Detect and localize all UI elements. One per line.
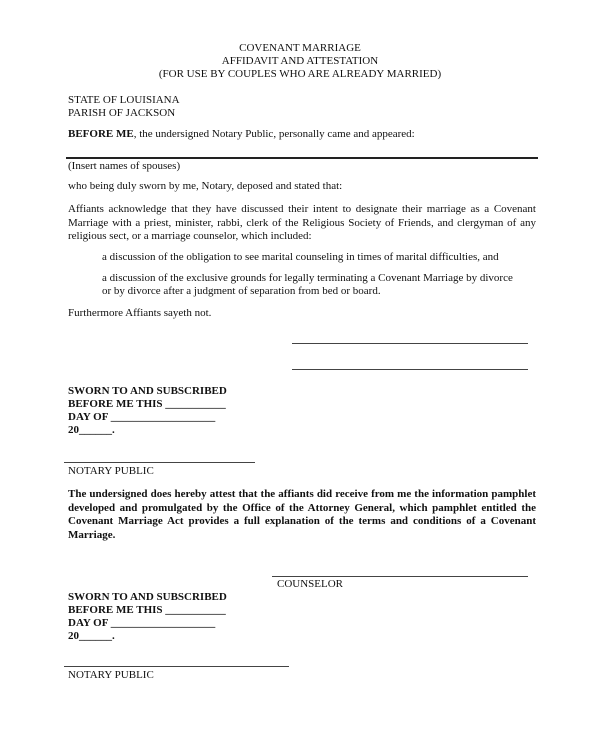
spouses-label: (Insert names of spouses) (68, 160, 181, 172)
before-me-rest: , the undersigned Notary Public, personally came and appeared: (133, 128, 415, 140)
sworn-heading: SWORN TO AND SUBSCRIBED (68, 385, 227, 397)
discussion-item: a discussion of the obligation to see marital counseling in times of marital difficulties, and (102, 251, 499, 263)
acknowledgement-line: Marriage with a priest, minister, rabbi, clerk of the Religious Society of Friends, and clergyman of any (68, 216, 536, 229)
notary-public-label: NOTARY PUBLIC (68, 669, 154, 681)
furthermore-line: Furthermore Affiants sayeth not. (68, 307, 212, 319)
before-me-bold: BEFORE ME (68, 128, 134, 140)
sworn-year-line: 20______. (68, 424, 115, 436)
notary-signature-line[interactable] (64, 666, 289, 667)
sworn-year-line: 20______. (68, 630, 115, 642)
sworn-month-line: DAY OF ___________________ (68, 617, 216, 629)
before-me-line (68, 128, 415, 141)
sworn-date-line: BEFORE ME THIS ___________ (68, 604, 226, 616)
acknowledgement-paragraph (68, 203, 536, 244)
state-line: STATE OF LOUISIANA (68, 94, 180, 106)
spouses-signature-line[interactable] (66, 157, 538, 159)
counselor-label: COUNSELOR (277, 578, 344, 590)
notary-public-label: NOTARY PUBLIC (68, 465, 154, 477)
discussion-item-continued: or by divorce after a judgment of separation from bed or board. (102, 285, 381, 297)
attestation-line: Covenant Marriage Act provides a full explanation of the terms and conditions of a Covenant (68, 515, 536, 527)
counselor-signature-line[interactable] (272, 576, 528, 577)
attestation-line: The undersigned does hereby attest that the affiants did receive from me the information pamphlet (68, 488, 536, 500)
sworn-heading: SWORN TO AND SUBSCRIBED (68, 591, 227, 603)
sworn-statement: who being duly sworn by me, Notary, deposed and stated that: (68, 180, 343, 192)
attestation-line: Marriage. (68, 528, 116, 541)
sworn-date-line: BEFORE ME THIS ___________ (68, 398, 226, 410)
acknowledgement-line: Affiants acknowledge that they have discussed their intent to designate their marriage as a Covenant (68, 203, 536, 215)
discussion-item: a discussion of the exclusive grounds for legally terminating a Covenant Marriage by divorce (102, 272, 513, 284)
acknowledgement-line: religious sect, or a marriage counselor, which included: (68, 230, 312, 242)
parish-line: PARISH OF JACKSON (68, 107, 176, 119)
sworn-month-line: DAY OF ___________________ (68, 411, 216, 423)
affiant-signature-line[interactable] (292, 369, 528, 370)
attestation-line: developed and promulgated by the Office of the Attorney General, which pamphlet entitled the (68, 501, 536, 514)
document-usage-note: (FOR USE BY COUPLES WHO ARE ALREADY MARRIED) (158, 68, 442, 80)
affiant-signature-line[interactable] (292, 343, 528, 344)
attestation-paragraph (68, 488, 536, 542)
notary-signature-line[interactable] (64, 462, 255, 463)
document-title: COVENANT MARRIAGE (239, 42, 361, 54)
document-subtitle: AFFIDAVIT AND ATTESTATION (221, 55, 379, 67)
